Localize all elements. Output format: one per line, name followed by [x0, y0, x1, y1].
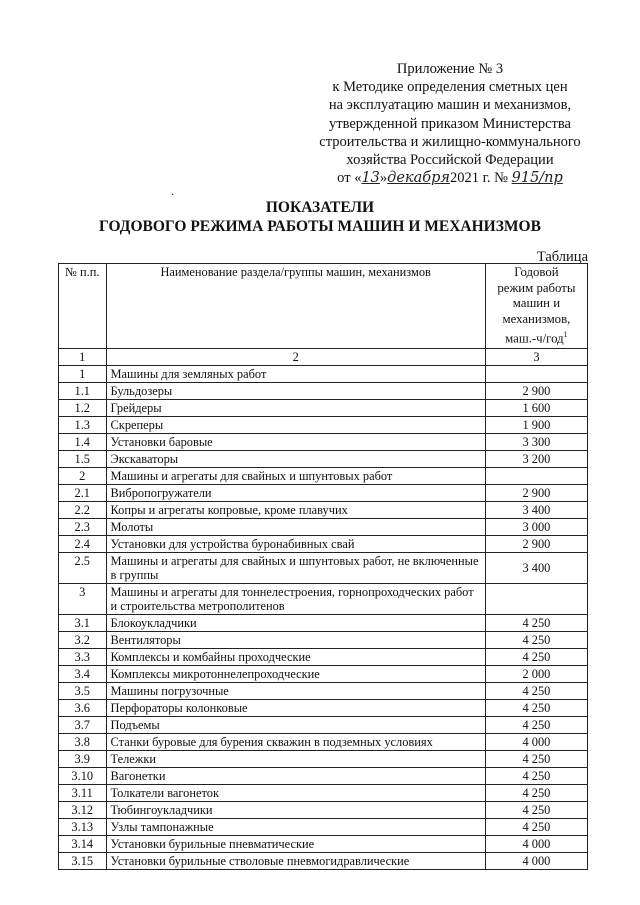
row-num: 3.6 [59, 699, 107, 716]
table-row [59, 501, 588, 518]
row-name: Комплексы и комбайны проходческие [106, 648, 485, 665]
row-name: Перфораторы колонковые [106, 699, 485, 716]
row-value: 1 900 [485, 416, 587, 433]
table-row [59, 467, 588, 484]
row-name: Установки бурильные пневматические [106, 835, 485, 852]
row-value: 4 250 [485, 784, 587, 801]
row-value: 4 250 [485, 699, 587, 716]
row-name: Тележки [106, 750, 485, 767]
row-name: Установки для устройства буронабивных свай [106, 535, 485, 552]
row-value [485, 583, 587, 614]
row-num: 1 [59, 365, 107, 382]
appendix-line: утвержденной приказом Министерства [329, 115, 571, 132]
row-name: Толкатели вагонеток [106, 784, 485, 801]
table-row [59, 399, 588, 416]
order-date-line: от «13»декабря2021 г. № 915/пр [337, 170, 563, 187]
appendix-title: Приложение № 3 [396, 61, 504, 77]
appendix-line: к Методике определения сметных цен [332, 79, 568, 96]
table-row [59, 665, 588, 682]
row-name: Молоты [106, 518, 485, 535]
row-value: 4 250 [485, 767, 587, 784]
row-name: Станки буровые для бурения скважин в подземных условиях [106, 733, 485, 750]
row-value: 3 400 [485, 552, 587, 583]
row-num: 3.3 [59, 648, 107, 665]
table-row [59, 614, 588, 631]
table-row [59, 450, 588, 467]
row-num: 2.1 [59, 484, 107, 501]
row-num: 2.3 [59, 518, 107, 535]
table-row [59, 484, 588, 501]
row-value: 4 250 [485, 682, 587, 699]
row-name: Вагонетки [106, 767, 485, 784]
column-index-row [59, 348, 588, 365]
handwritten-month: декабря [387, 170, 450, 187]
table-row [59, 583, 588, 614]
row-value: 3 200 [485, 450, 587, 467]
table-row [59, 433, 588, 450]
row-name: Копры и агрегаты копровые, кроме плавучих [106, 501, 485, 518]
row-name: Бульдозеры [106, 382, 485, 399]
table-row [59, 784, 588, 801]
row-num: 2.2 [59, 501, 107, 518]
row-name: Установки баровые [106, 433, 485, 450]
row-num: 3.9 [59, 750, 107, 767]
table-row [59, 733, 588, 750]
row-num: 3.2 [59, 631, 107, 648]
row-num: 3.8 [59, 733, 107, 750]
row-num: 3.10 [59, 767, 107, 784]
row-value: 1 600 [485, 399, 587, 416]
table-row [59, 382, 588, 399]
row-value: 4 000 [485, 835, 587, 852]
row-name: Тюбингоукладчики [106, 801, 485, 818]
row-num: 3.15 [59, 852, 107, 869]
row-num: 2 [59, 467, 107, 484]
row-value: 4 250 [485, 631, 587, 648]
document-subtitle: ГОДОВОГО РЕЖИМА РАБОТЫ МАШИН И МЕХАНИЗМОВ [99, 218, 541, 235]
row-value [485, 365, 587, 382]
row-name: Машины и агрегаты для тоннелестроения, горнопроходческих работ и строительства метрополитенов [106, 583, 485, 614]
row-value: 4 250 [485, 750, 587, 767]
row-num: 1.1 [59, 382, 107, 399]
appendix-line: хозяйства Российской Федерации [346, 152, 554, 169]
row-name: Вентиляторы [106, 631, 485, 648]
row-name: Машины и агрегаты для свайных и шпунтовых работ [106, 467, 485, 484]
index-cell: 3 [485, 348, 587, 365]
row-name: Машины и агрегаты для свайных и шпунтовых работ, не включенные в группы [106, 552, 485, 583]
table-row [59, 716, 588, 733]
row-num: 3.7 [59, 716, 107, 733]
index-cell: 1 [59, 348, 107, 365]
row-value: 4 250 [485, 818, 587, 835]
document-title: ПОКАЗАТЕЛИ [265, 199, 375, 216]
handwritten-order-number: 915/пр [511, 170, 563, 187]
table-row [59, 631, 588, 648]
table-row [59, 852, 588, 869]
row-num: 3.11 [59, 784, 107, 801]
row-value: 4 250 [485, 614, 587, 631]
row-name: Грейдеры [106, 399, 485, 416]
appendix-line: строительства и жилищно-коммунального [319, 133, 581, 150]
table-row [59, 801, 588, 818]
row-num: 1.4 [59, 433, 107, 450]
row-name: Машины погрузочные [106, 682, 485, 699]
table-row [59, 518, 588, 535]
table-row [59, 699, 588, 716]
index-cell: 2 [106, 348, 485, 365]
appendix-header [300, 60, 600, 187]
row-num: 3 [59, 583, 107, 614]
row-num: 3.14 [59, 835, 107, 852]
row-num: 3.12 [59, 801, 107, 818]
table-row [59, 535, 588, 552]
row-value [485, 467, 587, 484]
row-value: 2 900 [485, 382, 587, 399]
row-name: Блокоукладчики [106, 614, 485, 631]
row-num: 3.4 [59, 665, 107, 682]
row-name: Установки бурильные стволовые пневмогидравлические [106, 852, 485, 869]
footnote-mark: 1 [563, 330, 568, 339]
table-row [59, 682, 588, 699]
table-row [59, 416, 588, 433]
row-value: 3 000 [485, 518, 587, 535]
row-value: 4 250 [485, 648, 587, 665]
table-row [59, 365, 588, 382]
table-row [59, 818, 588, 835]
table-row [59, 648, 588, 665]
row-name: Комплексы микротоннелепроходческие [106, 665, 485, 682]
header-num: № п.п. [59, 264, 107, 349]
handwritten-day: 13 [361, 170, 380, 187]
row-num: 1.2 [59, 399, 107, 416]
row-num: 1.5 [59, 450, 107, 467]
row-name: Машины для земляных работ [106, 365, 485, 382]
table-row [59, 835, 588, 852]
row-num: 3.13 [59, 818, 107, 835]
row-num: 1.3 [59, 416, 107, 433]
header-name: Наименование раздела/группы машин, механизмов [106, 264, 485, 349]
row-num: 2.5 [59, 552, 107, 583]
appendix-line: на эксплуатацию машин и механизмов, [328, 97, 572, 114]
row-value: 3 300 [485, 433, 587, 450]
row-name: Подъемы [106, 716, 485, 733]
header-value: Годовой режим работы машин и механизмов, маш.-ч/год$^1$ [485, 264, 587, 349]
row-name: Узлы тампонажные [106, 818, 485, 835]
table-row [59, 552, 588, 583]
row-value: 2 900 [485, 484, 587, 501]
machine-operation-table [58, 263, 588, 870]
table-row [59, 767, 588, 784]
table-row [59, 750, 588, 767]
row-name: Скреперы [106, 416, 485, 433]
row-value: 4 250 [485, 801, 587, 818]
row-value: 4 000 [485, 733, 587, 750]
scan-speck: · [171, 190, 175, 201]
row-name: Вибропогружатели [106, 484, 485, 501]
table-label: Таблица [536, 249, 588, 265]
row-value: 4 250 [485, 716, 587, 733]
row-num: 3.1 [59, 614, 107, 631]
row-value: 2 000 [485, 665, 587, 682]
row-value: 3 400 [485, 501, 587, 518]
row-value: 2 900 [485, 535, 587, 552]
row-num: 3.5 [59, 682, 107, 699]
table-header-row [59, 264, 588, 349]
row-num: 2.4 [59, 535, 107, 552]
row-name: Экскаваторы [106, 450, 485, 467]
row-value: 4 000 [485, 852, 587, 869]
